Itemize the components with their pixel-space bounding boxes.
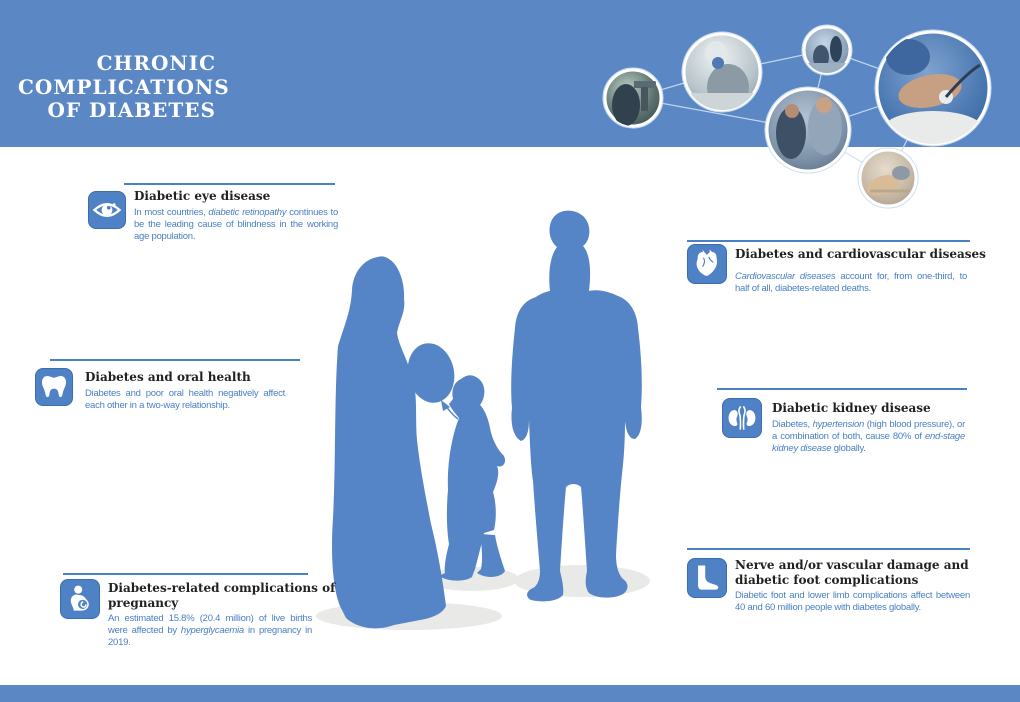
section-rule	[687, 548, 970, 550]
section-rule	[687, 240, 970, 242]
heart-icon	[690, 247, 724, 281]
page-title	[18, 51, 230, 123]
page-title-line: OF DIABETES	[47, 98, 216, 122]
section-title: Nerve and/or vascular damage and diabetic foot complications	[735, 558, 969, 587]
section-rule	[717, 388, 967, 390]
page-title-line: CHRONIC	[96, 51, 216, 75]
foot-icon-box	[687, 558, 727, 598]
section-rule	[50, 359, 300, 361]
section-title: Diabetes-related complications of pregnancy	[108, 581, 336, 610]
eye-disease-icon-box	[88, 191, 126, 229]
photo-abdomen-examination	[875, 30, 991, 147]
kidneys-icon	[725, 401, 759, 435]
section-body: An estimated 15.8% (20.4 million) of live births were affected by hyperglycaemia in pregnancy in 2019.	[108, 613, 312, 649]
section-body: In most countries, diabetic retinopathy continues to be the leading cause of blindness in the working age population.	[134, 206, 338, 242]
photo-network	[578, 5, 1013, 210]
section-rule	[63, 573, 308, 575]
photo-foot-examination	[858, 148, 918, 208]
foot-icon	[690, 561, 724, 595]
section-title: Diabetic kidney disease	[772, 401, 931, 415]
section-title: Diabetes and cardiovascular diseases	[735, 247, 986, 261]
family-silhouettes	[300, 200, 670, 640]
eye-icon	[90, 193, 124, 227]
pregnancy-icon-box	[60, 579, 100, 619]
photo-eye-examination	[603, 68, 663, 128]
page-title-line: COMPLICATIONS	[18, 74, 230, 99]
tooth-icon	[38, 371, 70, 403]
photo-consultation-room	[802, 25, 852, 75]
pregnant-woman-silhouette	[332, 256, 446, 628]
father-with-child-silhouette	[511, 211, 642, 602]
section-title: Diabetic eye disease	[134, 189, 271, 203]
section-body: Diabetes, hypertension (high blood pressure), or a combination of both, cause 80% of end-stage kidney disease globally.	[772, 418, 965, 454]
footer-band	[0, 685, 1020, 702]
toddler-silhouette	[439, 375, 505, 580]
kidney-icon-box	[722, 398, 762, 438]
pregnant-woman-icon	[63, 582, 97, 616]
photo-blood-pressure-check	[765, 87, 851, 173]
cardiovascular-icon-box	[687, 244, 727, 284]
section-title: Diabetes and oral health	[85, 370, 251, 384]
photo-clinic-treatment	[682, 32, 764, 113]
section-body: Diabetes and poor oral health negatively affect each other in a two-way relationship.	[85, 387, 285, 411]
section-body: Cardiovascular diseases account for, from one-third, to half of all, diabetes-related deaths.	[735, 270, 968, 294]
section-rule	[124, 183, 335, 185]
section-body: Diabetic foot and lower limb complications affect between 40 and 60 million people with diabetes globally.	[735, 590, 970, 614]
oral-health-icon-box	[35, 368, 73, 406]
